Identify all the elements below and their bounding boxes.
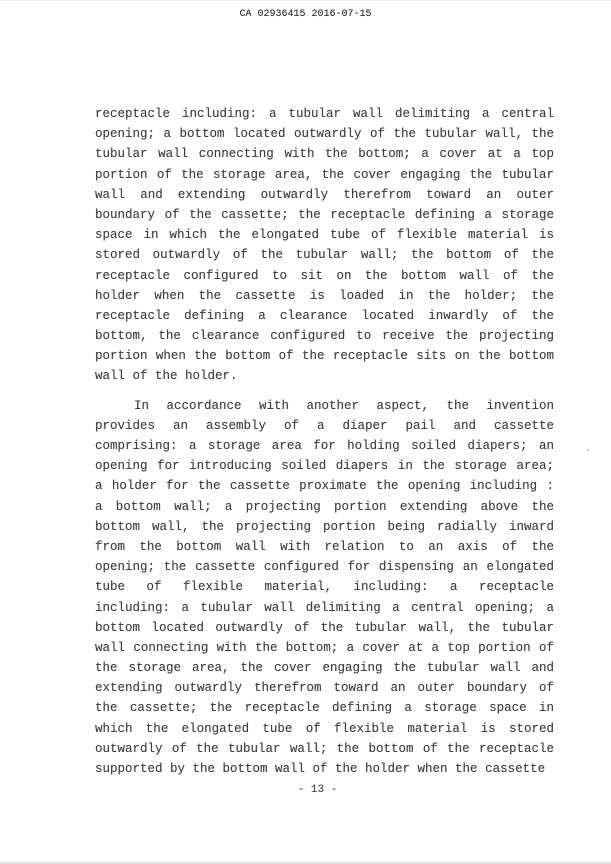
text-line: receptacle defining a clearance located inwardly of the: [95, 308, 554, 323]
text-line: wall of the holder.: [95, 369, 238, 384]
text-line: the storage area, the cover engaging the tubular wall and: [95, 661, 554, 676]
scan-edge-top: [0, 0, 611, 1]
text-line: opening; a bottom located outwardly of the tubular wall, the: [95, 127, 554, 142]
text-line: receptacle configured to sit on the bottom wall of the: [95, 268, 554, 283]
text-line: bottom wall, the projecting portion being radially inward: [95, 519, 554, 534]
paragraph: [95, 396, 554, 780]
text-line: holder when the cassette is loaded in the holder; the: [95, 288, 554, 303]
page-number: - 13 -: [297, 784, 338, 796]
text-line: tubular wall connecting with the bottom; a cover at a top: [95, 147, 554, 162]
text-line: bottom located outwardly of the tubular wall, the tubular: [95, 620, 554, 635]
text-line: wall connecting with the bottom; a cover at a top portion of: [95, 640, 554, 655]
text-line: outwardly of the tubular wall; the bottom of the receptacle: [95, 741, 554, 756]
text-line: extending outwardly therefrom toward an outer boundary of: [95, 681, 554, 696]
text-line: stored outwardly of the tubular wall; the bottom of the: [95, 248, 554, 263]
text-line: portion of the storage area, the cover engaging the tubular: [95, 167, 554, 182]
stray-ink-dot: .: [585, 443, 592, 455]
text-line: In accordance with another aspect, the invention: [134, 398, 554, 413]
text-line: from the bottom wall with relation to an axis of the: [95, 539, 554, 554]
text-line: tube of flexible material, including: a receptacle: [95, 580, 554, 595]
text-line: space in which the elongated tube of flexible material is: [95, 228, 554, 243]
text-line: wall and extending outwardly therefrom toward an outer: [95, 187, 554, 202]
text-line: boundary of the cassette; the receptacle defining a storage: [95, 207, 554, 222]
text-line: provides an assembly of a diaper pail and cassette: [95, 418, 554, 433]
text-line: opening; the cassette configured for dispensing an elongated: [95, 560, 554, 575]
text-line: including: a tubular wall delimiting a central opening; a: [95, 600, 554, 615]
text-line: bottom, the clearance configured to receive the projecting: [95, 329, 554, 344]
text-line: supported by the bottom wall of the holder when the cassette: [95, 762, 546, 776]
document-header: CA 02936415 2016-07-15: [239, 9, 372, 20]
text-line: a bottom wall; a projecting portion extending above the: [95, 499, 554, 514]
text-line: the cassette; the receptacle defining a storage space in: [95, 701, 554, 716]
text-line: receptacle including: a tubular wall delimiting a central: [95, 107, 554, 121]
text-line: opening for introducing soiled diapers in the storage area;: [95, 459, 554, 474]
text-line: comprising: a storage area for holding soiled diapers; an: [95, 439, 554, 453]
text-line: a holder for the cassette proximate the opening including :: [95, 479, 554, 494]
text-line: which the elongated tube of flexible material is stored: [95, 721, 554, 736]
paragraph: [95, 104, 554, 387]
text-line: portion when the bottom of the receptacle sits on the bottom: [95, 349, 554, 364]
document-body: [95, 104, 554, 779]
